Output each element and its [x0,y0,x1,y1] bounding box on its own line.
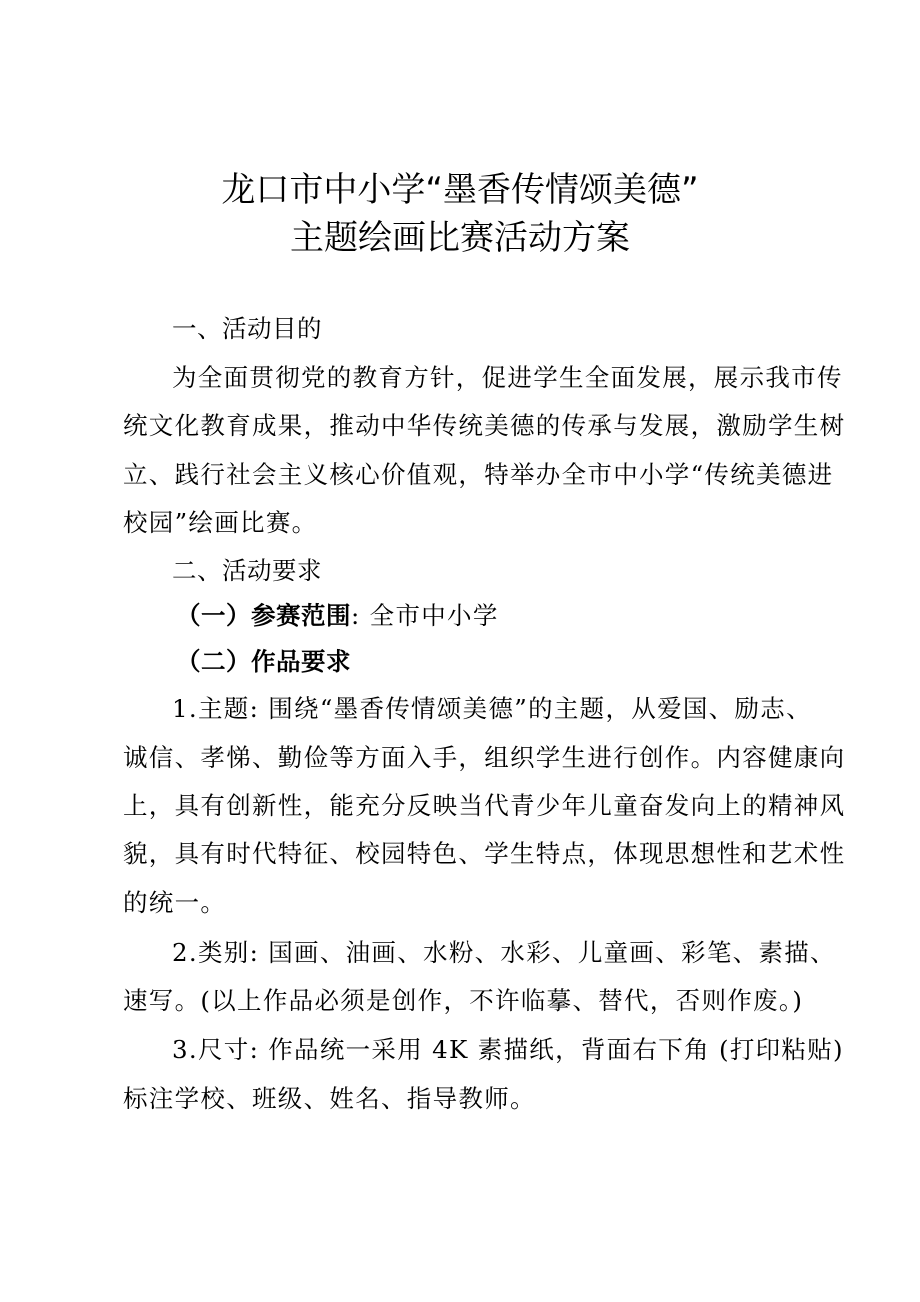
requirement-category-line: 2.类别: 国画、油画、水粉、水彩、儿童画、彩笔、素描、 [172,938,836,967]
requirement-theme-line: 的统一。 [123,888,227,917]
requirement-theme-line: 1.主题: 围绕“墨香传情颂美德”的主题，从爱国、励志、 [172,694,812,723]
subsection-scope-separator: : [351,601,370,630]
requirement-theme-line: 诚信、孝悌、勤俭等方面入手，组织学生进行创作。内容健康向 [123,743,846,772]
subsection-scope-value: 全市中小学 [369,601,499,630]
document-title-line-2: 主题绘画比赛活动方案 [290,218,630,258]
requirement-category-line: 速写。(以上作品必须是创作，不许临摹、替代，否则作废。) [123,986,804,1015]
paragraph-line: 统文化教育成果，推动中华传统美德的传承与发展，激励学生树 [123,411,846,440]
paragraph-line: 立、践行社会主义核心价值观，特举办全市中小学“传统美德进 [123,460,834,489]
requirement-theme-line: 貌，具有时代特征、校园特色、学生特点，体现思想性和艺术性 [123,839,846,868]
section-heading-purpose: 一、活动目的 [172,314,322,343]
document-title-line-1: 龙口市中小学“墨香传情颂美德” [221,170,699,210]
section-heading-requirements: 二、活动要求 [172,556,322,585]
requirement-theme-line: 上，具有创新性，能充分反映当代青少年儿童奋发向上的精神风 [123,791,846,820]
paragraph-line: 为全面贯彻党的教育方针，促进学生全面发展，展示我市传 [172,363,843,392]
requirement-size-line: 标注学校、班级、姓名、指导教师。 [123,1084,536,1113]
paragraph-line: 校园”绘画比赛。 [123,508,318,537]
subsection-scope [176,599,499,633]
subsection-scope-label: （一）参赛范围 [176,601,351,630]
requirement-size-line: 3.尺寸: 作品统一采用 4K 素描纸，背面右下角 (打印粘贴) [172,1035,844,1064]
subsection-work-requirements: （二）作品要求 [176,647,351,676]
